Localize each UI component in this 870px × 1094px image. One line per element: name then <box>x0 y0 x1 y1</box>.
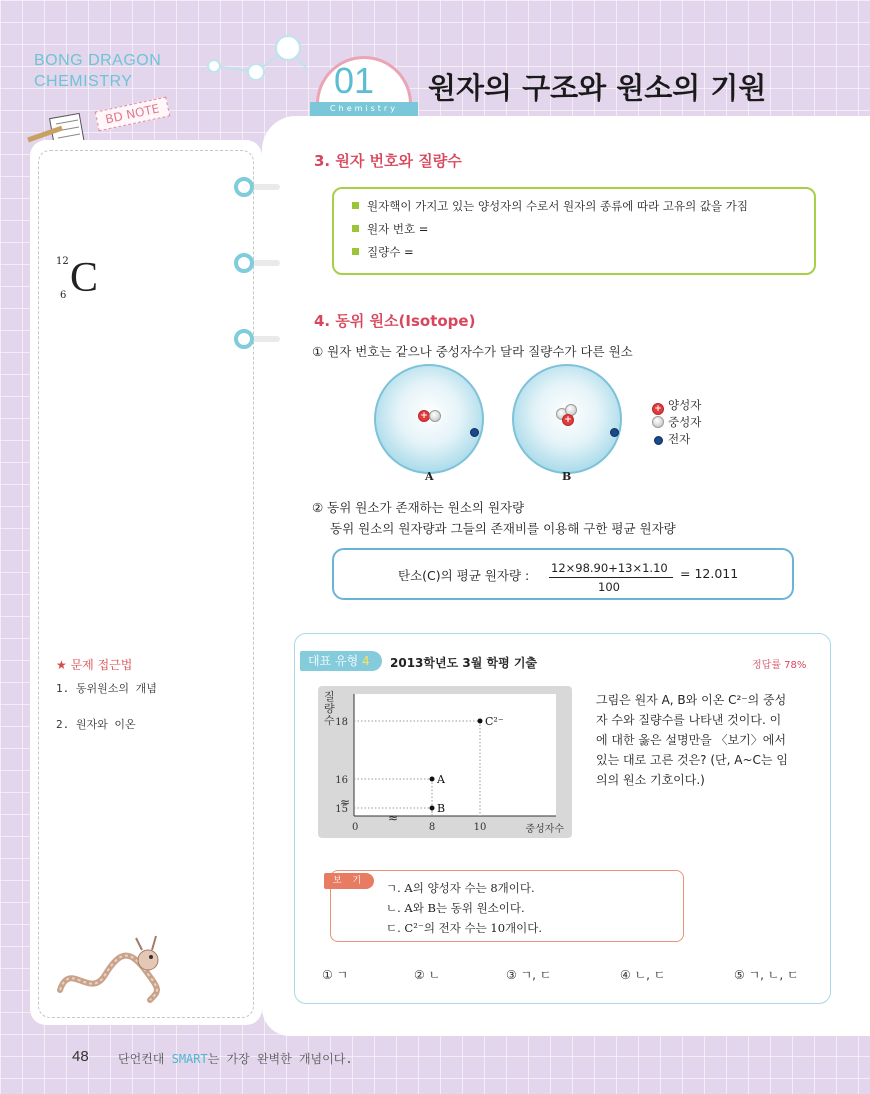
binder-ring-icon <box>234 253 254 273</box>
formula-label: 탄소(C)의 평균 원자량 : <box>398 568 530 583</box>
average-mass-heading: ② 동위 원소가 존재하는 원소의 원자량 <box>312 500 525 515</box>
formula-denominator: 100 <box>598 580 620 594</box>
element-symbol: C <box>70 255 99 301</box>
average-mass-description: 동위 원소의 원자량과 그들의 존재비를 이용해 구한 평균 원자량 <box>330 521 676 536</box>
isotope-definition: ① 원자 번호는 같으나 중성자수가 달라 질량수가 다른 원소 <box>312 344 633 359</box>
isotope-chart <box>318 686 572 838</box>
correct-rate: 정답률 78% <box>752 660 807 671</box>
question-source: 2013학년도 3월 학평 기출 <box>390 656 538 670</box>
answer-choice-1[interactable]: ① ㄱ <box>322 968 349 982</box>
question-text: 그림은 원자 A, B와 이온 C²⁻의 중성자 수와 질량수를 나타낸 것이다. 이에 대한 옳은 설명만을 〈보기〉에서 있는 대로 고른 것은? (단, A~C는 임의의 원소 기호이다.) <box>596 693 788 787</box>
formula-result: = 12.011 <box>680 566 739 581</box>
data-point <box>430 806 435 811</box>
y-axis-break: ≈ <box>340 795 351 809</box>
bullet-square-icon <box>352 202 359 209</box>
x-axis-label: 중성자수 <box>525 824 564 835</box>
section3-title: 3. 원자 번호와 질량수 <box>314 152 462 170</box>
data-point <box>478 719 483 724</box>
binder-ring-icon <box>234 329 254 349</box>
bogi-statement: ㄱ. A의 양성자 수는 8개이다. <box>386 881 535 895</box>
electron-icon <box>610 428 619 437</box>
answer-choice-5[interactable]: ⑤ ㄱ, ㄴ, ㄷ <box>734 968 799 982</box>
brand-line-2: CHEMISTRY <box>34 73 133 90</box>
answer-choice-2[interactable]: ② ㄴ <box>414 968 441 982</box>
electron-icon <box>654 436 663 445</box>
tip-item: 1. 동위원소의 개념 <box>56 682 157 695</box>
electron-icon <box>470 428 479 437</box>
fraction-bar <box>549 577 673 578</box>
brand-logo <box>34 50 161 92</box>
molecule-decoration-icon <box>200 30 320 100</box>
atom-b-label: B <box>562 470 572 483</box>
element-atomic-number: 6 <box>60 290 67 301</box>
definition-line: 원자 번호 = <box>352 221 428 237</box>
y-tick-label: 15 <box>335 804 348 815</box>
brand-line-1: BONG DRAGON <box>34 52 162 69</box>
binder-ring-icon <box>234 177 254 197</box>
x-tick-label: 0 <box>352 822 359 833</box>
x-axis-break: ≈ <box>388 811 399 825</box>
point-label: C²⁻ <box>485 715 504 728</box>
y-tick-label: 16 <box>335 775 348 786</box>
y-tick-label: 18 <box>335 717 348 728</box>
bogi-label: 보 기 <box>324 873 374 889</box>
question-tag-number: 4 <box>362 654 370 668</box>
neutron-icon <box>429 410 441 422</box>
section4-title: 4. 동위 원소(Isotope) <box>314 312 476 330</box>
legend-proton: + 양성자 <box>652 397 701 415</box>
question-tag: 대표 유형 4 <box>300 651 382 671</box>
definition-line: 질량수 = <box>352 244 414 260</box>
bd-note-label: BD NOTE <box>95 97 170 132</box>
x-tick-label: 10 <box>473 822 487 833</box>
element-mass-number: 12 <box>56 256 69 267</box>
formula-numerator: 12×98.90+13×1.10 <box>551 561 668 575</box>
bullet-square-icon <box>352 225 359 232</box>
tip-item: 2. 원자와 이온 <box>56 718 136 731</box>
bogi-statement: ㄷ. C²⁻의 전자 수는 10개이다. <box>386 921 543 935</box>
legend-electron: 전자 <box>652 431 690 447</box>
chapter-subtitle: Chemistry <box>310 102 418 116</box>
tip-title: ★ 문제 접근법 <box>56 658 133 672</box>
point-label: B <box>437 802 446 815</box>
footer-slogan: 단언컨대 SMART는 가장 완벽한 개념이다. <box>118 1052 353 1066</box>
definition-line: 원자핵이 가지고 있는 양성자의 수로서 원자의 종류에 따라 고유의 값을 가짐 <box>352 198 748 214</box>
answer-choice-4[interactable]: ④ ㄴ, ㄷ <box>620 968 666 982</box>
plot-area <box>354 694 556 816</box>
chapter-number: 01 <box>334 60 375 101</box>
proton-icon: + <box>652 403 664 415</box>
page-number: 48 <box>72 1048 89 1065</box>
neutron-icon <box>652 416 664 428</box>
data-point <box>430 777 435 782</box>
point-label: A <box>437 773 445 786</box>
proton-icon: + <box>562 414 574 426</box>
chapter-title: 원자의 구조와 원소의 기원 <box>428 71 767 105</box>
bogi-statement: ㄴ. A와 B는 동위 원소이다. <box>386 901 525 915</box>
bullet-square-icon <box>352 248 359 255</box>
x-tick-label: 8 <box>428 822 436 833</box>
legend-neutron: 중성자 <box>652 414 701 430</box>
atom-a-label: A <box>425 470 434 483</box>
proton-icon: + <box>418 410 430 422</box>
y-axis-label: 질 량 수 <box>324 690 335 727</box>
dragon-mascot-icon <box>50 920 170 1010</box>
answer-choice-3[interactable]: ③ ㄱ, ㄷ <box>506 968 552 982</box>
